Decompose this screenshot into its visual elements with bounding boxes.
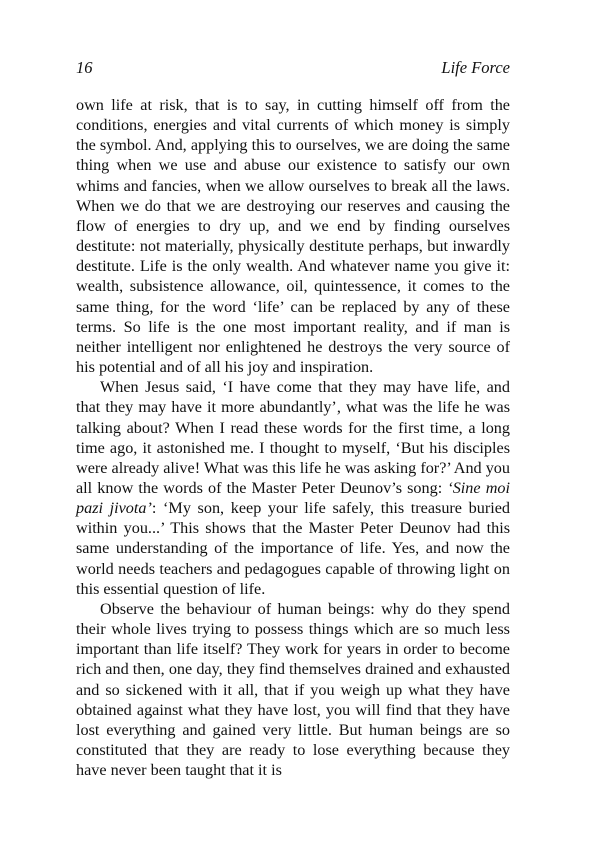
paragraph-2-after: : ‘My son, keep your life safely, this treasure buried within you...’ This shows that the Master Peter Deunov had this same understanding of the importance of life. Yes, and now the world needs teachers and pedagogues capable of throwing light on this essential question of life. — [76, 499, 510, 598]
paragraph-3: Observe the behaviour of human beings: why do they spend their whole lives trying to possess things which are so much less important than life itself? They work for years in order to become rich and then, one day, they find themselves drained and exhausted and so sickened with it all, that if you weigh up what they have obtained against what they have lost, you will find that they have lost everything and gained very little. But human beings are so constituted that they are ready to lose everything because they have never been taught that it is — [76, 599, 510, 780]
song-title: ‘Sine moi pazi jivota’ — [76, 478, 510, 518]
body-text — [76, 95, 510, 780]
paragraph-2-before: When Jesus said, ‘I have come that they may have life, and that they may have it more abundantly’, what was the life he was talking about? When I read these words for the first time, a long time ago, it astonished me. I thought to myself, ‘But his disciples were already alive! What was this life he was asking for?’ And you all know the words of the Master Peter Deunov’s song: — [76, 378, 510, 497]
paragraph-2 — [76, 377, 510, 599]
paragraph-1: own life at risk, that is to say, in cutting himself off from the conditions, energies and vital currents of which money is simply the symbol. And, applying this to ourselves, we are doing the same thing when we use and abuse our existence to satisfy our own whims and fancies, when we allow ourselves to break all the laws. When we do that we are destroying our reserves and causing the flow of energies to dry up, and we end by finding ourselves destitute: not materially, physically destitute perhaps, but inwardly destitute. Life is the only wealth. And whatever name you give it: wealth, subsistence allowance, oil, quintessence, it comes to the same thing, for the word ‘life’ can be replaced by any of these terms. So life is the one most important reality, and if man is neither intelligent nor enlightened he destroys the very source of his potential and of all his joy and inspiration. — [76, 96, 510, 377]
running-title: Life Force — [441, 58, 510, 77]
page-number: 16 — [76, 58, 93, 77]
page-header — [76, 58, 510, 78]
